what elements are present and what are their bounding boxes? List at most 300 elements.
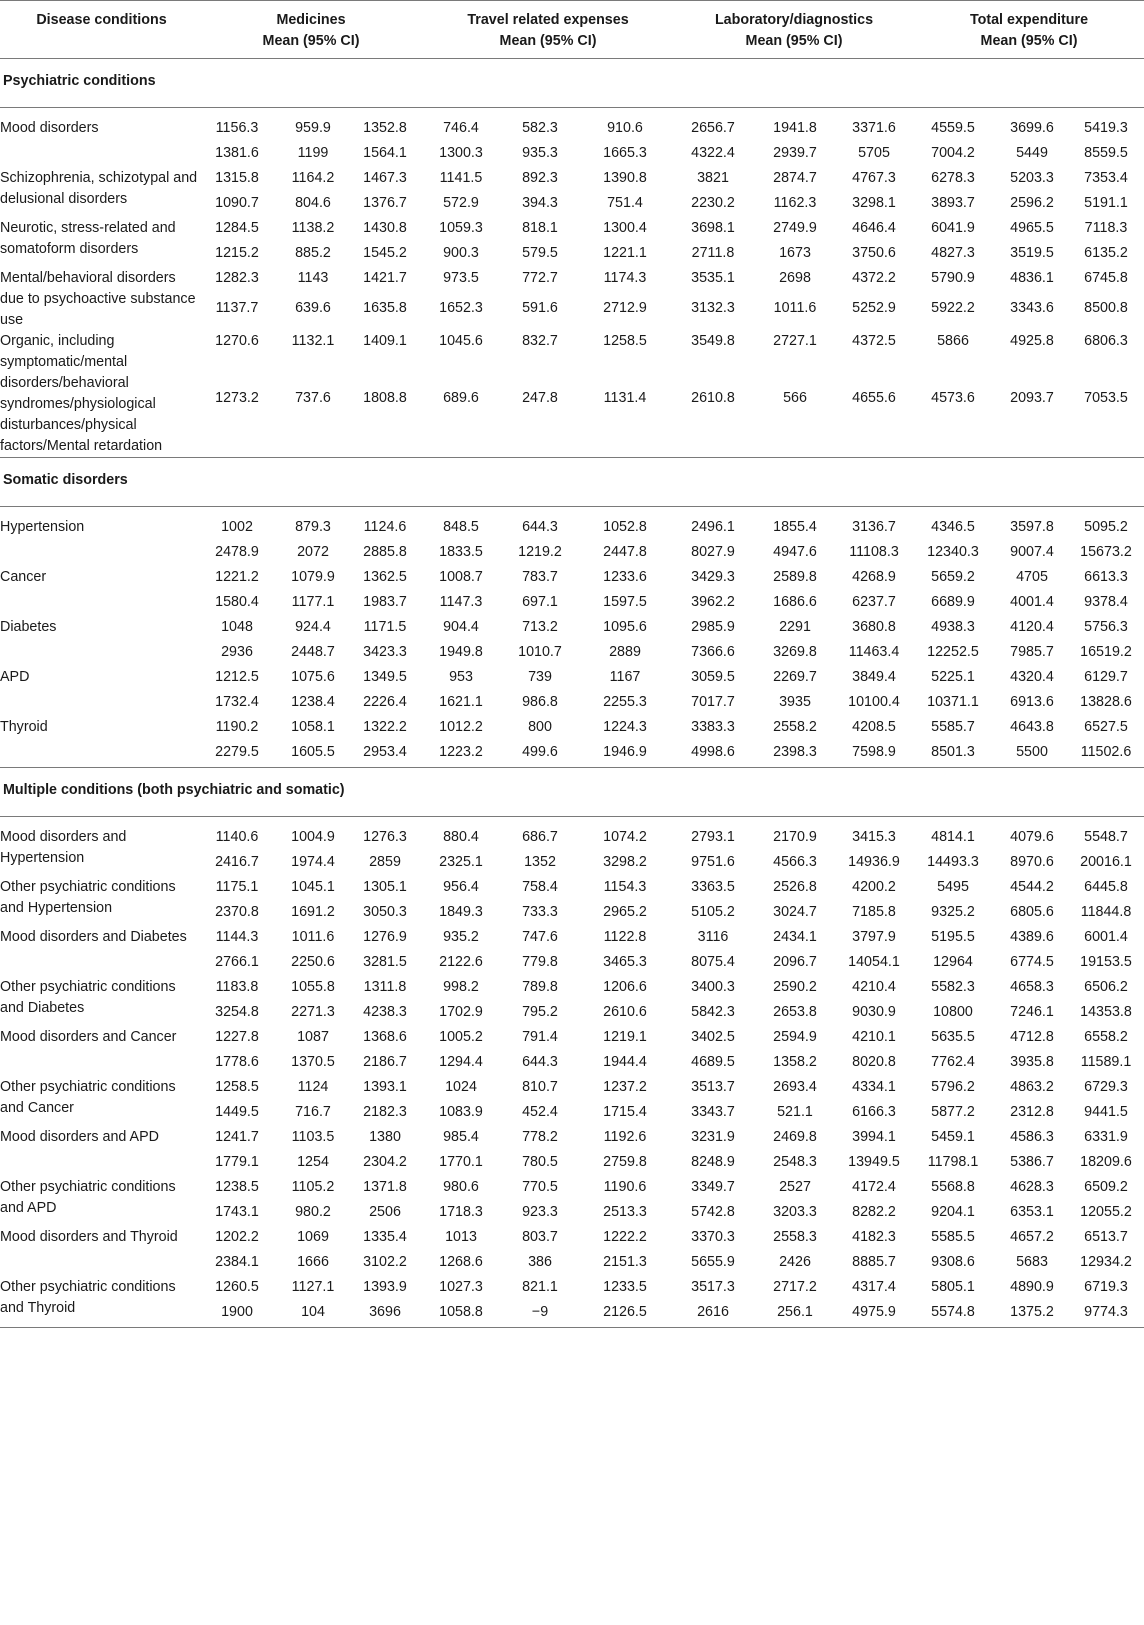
table-cell: 6913.6: [1010, 694, 1054, 710]
table-cell: 2122.6: [439, 954, 483, 970]
table-cell: 770.5: [522, 1179, 558, 1195]
table-cell: 4836.1: [1010, 270, 1054, 286]
table-cell: 8282.2: [852, 1204, 896, 1220]
section-header-row: [0, 768, 1144, 817]
table-cell: 2759.8: [603, 1154, 647, 1170]
table-cell: 2859: [369, 854, 401, 870]
table-cell: 1143: [297, 270, 329, 286]
table-cell: 1284.5: [215, 220, 259, 236]
table-cell: 1691.2: [291, 904, 335, 920]
table-cell: 3517.3: [691, 1279, 735, 1295]
table-row: [0, 1177, 1144, 1198]
table-row: [0, 118, 1144, 139]
table-cell: 3132.3: [691, 300, 735, 317]
table-row: [0, 1077, 1144, 1098]
table-cell: 1154.3: [603, 879, 647, 895]
table-cell: 2093.7: [1010, 389, 1054, 406]
table-row: [0, 1127, 1144, 1148]
header-disease-conditions: Disease conditions: [36, 12, 167, 28]
table-cell: 791.4: [522, 1029, 558, 1045]
table-cell: 935.3: [522, 145, 558, 161]
table-cell: 778.2: [522, 1129, 558, 1145]
table-cell: 2513.3: [603, 1204, 647, 1220]
condition-label: Mood disorders and Thyroid: [0, 1229, 178, 1245]
table-cell: 3893.7: [931, 195, 975, 211]
table-cell: 4890.9: [1010, 1279, 1054, 1295]
section-title: Psychiatric conditions: [0, 59, 1144, 108]
table-cell: 2610.8: [691, 389, 735, 406]
table-cell: 1260.5: [215, 1279, 259, 1295]
table-cell: 5922.2: [931, 300, 975, 317]
table-cell: 3994.1: [852, 1129, 896, 1145]
table-cell: 2874.7: [773, 170, 817, 186]
table-cell: 1352.8: [363, 120, 407, 136]
table-cell: 14353.8: [1080, 1004, 1132, 1020]
table-cell: 12252.5: [927, 644, 979, 660]
table-cell: 1833.5: [439, 544, 483, 560]
table-cell: 1449.5: [215, 1104, 259, 1120]
table-cell: 2186.7: [363, 1054, 407, 1070]
table-cell: 848.5: [443, 519, 479, 535]
table-cell: 4322.4: [691, 145, 735, 161]
table-cell: 1635.8: [363, 300, 407, 317]
table-row: [0, 1227, 1144, 1248]
table-cell: 16519.2: [1080, 644, 1132, 660]
table-cell: 2527: [779, 1179, 811, 1195]
table-cell: 6806.3: [1084, 333, 1128, 349]
table-cell: 1238.4: [291, 694, 335, 710]
table-cell: 6719.3: [1084, 1279, 1128, 1295]
table-cell: 9007.4: [1010, 544, 1054, 560]
table-cell: 1597.5: [603, 594, 647, 610]
table-cell: 2182.3: [363, 1104, 407, 1120]
table-cell: 6689.9: [931, 594, 975, 610]
table-cell: 1393.1: [363, 1079, 407, 1095]
table-row: [0, 1277, 1144, 1298]
header-medicines: Medicines: [276, 12, 346, 28]
table-cell: 2250.6: [291, 954, 335, 970]
table-cell: 1233.5: [603, 1279, 647, 1295]
table-cell: 3269.8: [773, 644, 817, 660]
table-cell: 15673.2: [1080, 544, 1132, 560]
table-cell: 2589.8: [773, 569, 817, 585]
table-cell: 1673: [779, 245, 811, 261]
table-row: [0, 268, 1144, 294]
table-cell: 5866: [937, 333, 969, 349]
table-cell: 4120.4: [1010, 619, 1054, 635]
table-cell: 1122.8: [603, 929, 647, 945]
table-cell: 4210.1: [852, 1029, 896, 1045]
table-cell: 1381.6: [215, 145, 259, 161]
table-cell: 3203.3: [773, 1204, 817, 1220]
table-cell: 1254: [297, 1154, 329, 1170]
table-cell: 980.2: [295, 1204, 331, 1220]
table-cell: 3423.3: [363, 644, 407, 660]
table-cell: 3024.7: [773, 904, 817, 920]
table-cell: 879.3: [295, 519, 331, 535]
table-cell: 7246.1: [1010, 1004, 1054, 1020]
table-cell: 3415.3: [852, 829, 896, 845]
table-cell: 6506.2: [1084, 979, 1128, 995]
table-cell: 1983.7: [363, 594, 407, 610]
table-cell: 1167: [609, 669, 641, 685]
table-cell: 8501.3: [931, 744, 975, 760]
table-cell: 5877.2: [931, 1104, 975, 1120]
table-cell: 1300.3: [439, 145, 483, 161]
table-row: [0, 977, 1144, 998]
table-cell: 6613.3: [1084, 569, 1128, 585]
table-cell: 644.3: [522, 1054, 558, 1070]
table-cell: 1192.6: [603, 1129, 647, 1145]
table-cell: 956.4: [443, 879, 479, 895]
table-cell: 3519.5: [1010, 245, 1054, 261]
table-cell: 2965.2: [603, 904, 647, 920]
table-row: [0, 1027, 1144, 1048]
table-cell: 1778.6: [215, 1054, 259, 1070]
table-cell: 1058.1: [291, 719, 335, 735]
table-cell: 2766.1: [215, 954, 259, 970]
table-cell: 2151.3: [603, 1254, 647, 1270]
section-header-row: [0, 59, 1144, 108]
table-cell: 1393.9: [363, 1279, 407, 1295]
condition-label: Mental/behavioral disorders due to psychoactive substance use: [0, 270, 196, 328]
table-cell: 6331.9: [1084, 1129, 1128, 1145]
table-cell: 566: [783, 389, 807, 406]
table-cell: 4079.6: [1010, 829, 1054, 845]
table-cell: 1282.3: [215, 270, 259, 286]
table-cell: 12964: [933, 954, 973, 970]
table-cell: 6513.7: [1084, 1229, 1128, 1245]
section-title: Multiple conditions (both psychiatric and somatic): [0, 768, 1144, 817]
table-row: [0, 567, 1144, 588]
table-cell: 3116: [697, 929, 729, 945]
table-cell: 892.3: [522, 170, 558, 186]
table-cell: 5582.3: [931, 979, 975, 995]
table-cell: 9204.1: [931, 1204, 975, 1220]
table-cell: 1011.6: [291, 929, 335, 945]
table-cell: 4712.8: [1010, 1029, 1054, 1045]
table-cell: 1004.9: [291, 829, 335, 845]
table-cell: 689.6: [443, 389, 479, 406]
table-cell: 1409.1: [363, 333, 407, 349]
table-cell: 11844.8: [1080, 904, 1132, 920]
table-cell: 1258.5: [603, 333, 647, 349]
table-cell: 1849.3: [439, 904, 483, 920]
table-cell: 9378.4: [1084, 594, 1128, 610]
table-cell: 2610.6: [603, 1004, 647, 1020]
table-cell: 772.7: [522, 270, 558, 286]
table-cell: 1949.8: [439, 644, 483, 660]
table-cell: 4317.4: [852, 1279, 896, 1295]
table-cell: 4334.1: [852, 1079, 896, 1095]
table-cell: 14493.3: [927, 854, 979, 870]
table-cell: 1779.1: [215, 1154, 259, 1170]
table-cell: 1580.4: [215, 594, 259, 610]
table-cell: 780.5: [522, 1154, 558, 1170]
table-cell: 14054.1: [848, 954, 900, 970]
table-cell: 4544.2: [1010, 879, 1054, 895]
table-cell: 1352: [524, 854, 556, 870]
table-cell: 818.1: [522, 220, 558, 236]
table-cell: 880.4: [443, 829, 479, 845]
condition-label: Mood disorders and Diabetes: [0, 929, 187, 945]
table-cell: 1273.2: [215, 389, 259, 406]
table-cell: 4925.8: [1010, 333, 1054, 349]
table-row: [0, 517, 1144, 538]
table-cell: 8500.8: [1084, 300, 1128, 317]
table-cell: 1005.2: [439, 1029, 483, 1045]
table-cell: 8075.4: [691, 954, 735, 970]
table-cell: 1219.1: [603, 1029, 647, 1045]
table-cell: 3050.3: [363, 904, 407, 920]
table-cell: 3797.9: [852, 929, 896, 945]
table-cell: 1808.8: [363, 389, 407, 406]
section-spacer: [0, 108, 1144, 119]
table-cell: 924.4: [295, 619, 331, 635]
table-cell: 3136.7: [852, 519, 896, 535]
table-cell: 7598.9: [852, 744, 896, 760]
table-cell: 904.4: [443, 619, 479, 635]
table-cell: 4210.4: [852, 979, 896, 995]
table-cell: 6129.7: [1084, 669, 1128, 685]
table-cell: 4938.3: [931, 619, 975, 635]
table-cell: 800: [528, 719, 552, 735]
table-cell: 2953.4: [363, 744, 407, 760]
table-cell: 2170.9: [773, 829, 817, 845]
table-cell: 1141.5: [439, 170, 483, 186]
table-cell: 1012.2: [439, 719, 483, 735]
section-title: Somatic disorders: [0, 458, 1144, 507]
table-cell: 2096.7: [773, 954, 817, 970]
table-cell: 1190.2: [215, 719, 259, 735]
table-cell: 4767.3: [852, 170, 896, 186]
table-cell: 2370.8: [215, 904, 259, 920]
table-cell: 4172.4: [852, 1179, 896, 1195]
table-cell: 5635.5: [931, 1029, 975, 1045]
table-cell: 1941.8: [773, 120, 817, 136]
table-cell: 8885.7: [852, 1254, 896, 1270]
table-cell: 3935.8: [1010, 1054, 1054, 1070]
table-cell: 4657.2: [1010, 1229, 1054, 1245]
table-cell: 795.2: [522, 1004, 558, 1020]
table-cell: 953: [449, 669, 473, 685]
table-cell: 1171.5: [363, 619, 407, 635]
table-cell: 1074.2: [603, 829, 647, 845]
table-cell: 4705: [1016, 569, 1048, 585]
table-cell: 1376.7: [363, 195, 407, 211]
table-cell: 4372.2: [852, 270, 896, 286]
table-cell: 1105.2: [291, 1179, 335, 1195]
table-cell: 3371.6: [852, 120, 896, 136]
table-cell: 1124: [297, 1079, 329, 1095]
table-cell: 2698: [779, 270, 811, 286]
table-cell: 3597.8: [1010, 519, 1054, 535]
table-cell: 13828.6: [1080, 694, 1132, 710]
table-cell: 1215.2: [215, 245, 259, 261]
table-cell: 3750.6: [852, 245, 896, 261]
table-cell: 5568.8: [931, 1179, 975, 1195]
table-cell: 4238.3: [363, 1004, 407, 1020]
table-cell: 4646.4: [852, 220, 896, 236]
table-cell: 5548.7: [1084, 829, 1128, 845]
table-cell: 4566.3: [773, 854, 817, 870]
table-cell: 2653.8: [773, 1004, 817, 1020]
table-cell: 2496.1: [691, 519, 735, 535]
table-cell: 1855.4: [773, 519, 817, 535]
table-cell: 2434.1: [773, 929, 817, 945]
table-cell: 3696: [348, 1298, 422, 1328]
table-cell: 5790.9: [931, 270, 975, 286]
table-cell: 11589.1: [1080, 1054, 1132, 1070]
table-cell: 3298.1: [852, 195, 896, 211]
table-cell: 3231.9: [691, 1129, 735, 1145]
table-cell: 9441.5: [1084, 1104, 1128, 1120]
header-medicines-sub: Mean (95% CI): [200, 31, 422, 59]
table-cell: 1140.6: [215, 829, 259, 845]
table-cell: 2072: [297, 544, 329, 560]
table-cell: 8027.9: [691, 544, 735, 560]
table-cell: 12934.2: [1080, 1254, 1132, 1270]
table-cell: 3699.6: [1010, 120, 1054, 136]
table-cell: 1075.6: [291, 669, 335, 685]
table-cell: 5095.2: [1084, 519, 1128, 535]
table-cell: 686.7: [522, 829, 558, 845]
condition-label: Other psychiatric conditions and Diabetes: [0, 979, 176, 1016]
table-cell: 1270.6: [215, 333, 259, 349]
table-cell: 2226.4: [363, 694, 407, 710]
table-cell: 4320.4: [1010, 669, 1054, 685]
table-cell: 973.5: [443, 270, 479, 286]
table-cell: 900.3: [443, 245, 479, 261]
condition-label: Hypertension: [0, 519, 85, 535]
table-cell: 1944.4: [603, 1054, 647, 1070]
table-cell: 2885.8: [363, 544, 407, 560]
table-cell: 1156.3: [215, 120, 259, 136]
table-cell: 12340.3: [927, 544, 979, 560]
table-cell: 2656.7: [691, 120, 735, 136]
table-cell: 2478.9: [215, 544, 259, 560]
table-cell: 1045.6: [439, 333, 483, 349]
table-cell: 9325.2: [931, 904, 975, 920]
table-cell: 1276.9: [363, 929, 407, 945]
table-cell: 910.6: [607, 120, 643, 136]
table-cell: 11108.3: [849, 544, 899, 560]
table-cell: 1069: [297, 1229, 329, 1245]
table-cell: 4965.5: [1010, 220, 1054, 236]
condition-label: Cancer: [0, 569, 47, 585]
table-cell: 1974.4: [291, 854, 335, 870]
table-cell: 821.1: [522, 1279, 558, 1295]
table-cell: 2304.2: [363, 1154, 407, 1170]
table-cell: 1190.6: [603, 1179, 647, 1195]
table-cell: 3402.5: [691, 1029, 735, 1045]
table-cell: 5756.3: [1084, 619, 1128, 635]
table-cell: 639.6: [295, 300, 331, 317]
table-cell: 2269.7: [773, 669, 817, 685]
table-cell: 591.6: [522, 300, 558, 317]
table-cell: 394.3: [522, 195, 558, 211]
table-cell: 8559.5: [1084, 145, 1128, 161]
section-header-row: [0, 458, 1144, 507]
table-cell: 7353.4: [1084, 170, 1128, 186]
condition-label: Mood disorders and APD: [0, 1129, 159, 1145]
table-cell: 2279.5: [215, 744, 259, 760]
table-cell: 2255.3: [603, 694, 647, 710]
table-cell: 2558.3: [773, 1229, 817, 1245]
table-cell: 985.4: [443, 1129, 479, 1145]
table-cell: 2230.2: [691, 195, 735, 211]
section-spacer: [0, 507, 1144, 518]
table-cell: 3465.3: [603, 954, 647, 970]
table-cell: 1375.2: [996, 1298, 1068, 1328]
table-cell: 1666: [297, 1254, 329, 1270]
condition-label: APD: [0, 669, 30, 685]
table-cell: 1052.8: [603, 519, 647, 535]
table-cell: 4200.2: [852, 879, 896, 895]
table-cell: 1335.4: [363, 1229, 407, 1245]
table-cell: 7053.5: [1084, 389, 1128, 406]
table-cell: 1132.1: [291, 333, 335, 349]
table-cell: 3059.5: [691, 669, 735, 685]
table-cell: 783.7: [522, 569, 558, 585]
table-cell: 1083.9: [439, 1104, 483, 1120]
table-cell: 3349.7: [691, 1179, 735, 1195]
table-cell: 1900: [200, 1298, 278, 1328]
table-cell: 9030.9: [852, 1004, 896, 1020]
table-cell: 6558.2: [1084, 1029, 1128, 1045]
table-cell: 1430.8: [363, 220, 407, 236]
table-cell: 572.9: [443, 195, 479, 211]
table-cell: 2312.8: [1010, 1104, 1054, 1120]
table-cell: 644.3: [522, 519, 558, 535]
table-cell: 1024: [445, 1079, 477, 1095]
table-cell: 3429.3: [691, 569, 735, 585]
table-cell: 1349.5: [363, 669, 407, 685]
table-cell: 247.8: [522, 389, 558, 406]
header-travel-expenses: Travel related expenses: [467, 12, 629, 28]
table-cell: 4001.4: [1010, 594, 1054, 610]
table-cell: 1131.4: [603, 389, 647, 406]
table-cell: 18209.6: [1080, 1154, 1132, 1170]
table-cell: 3821: [697, 170, 729, 186]
table-cell: 5105.2: [691, 904, 735, 920]
table-cell: 3343.7: [691, 1104, 735, 1120]
table-cell: 1362.5: [363, 569, 407, 585]
table-cell: 1652.3: [439, 300, 483, 317]
table-cell: 4182.3: [852, 1229, 896, 1245]
table-cell: 1224.3: [603, 719, 647, 735]
table-cell: 4559.5: [931, 120, 975, 136]
table-cell: 3535.1: [691, 270, 735, 286]
table-cell: 1138.2: [291, 220, 335, 236]
table-cell: 256.1: [756, 1298, 834, 1328]
table-cell: 1055.8: [291, 979, 335, 995]
table-cell: 1223.2: [439, 744, 483, 760]
table-cell: 1219.2: [518, 544, 562, 560]
table-cell: 1380: [369, 1129, 401, 1145]
table-cell: 1079.9: [291, 569, 335, 585]
table-cell: 7185.8: [852, 904, 896, 920]
table-cell: 579.5: [522, 245, 558, 261]
header-total-expenditure: Total expenditure: [969, 12, 1089, 28]
table-cell: 935.2: [443, 929, 479, 945]
table-cell: 779.8: [522, 954, 558, 970]
table-cell: 885.2: [295, 245, 331, 261]
table-cell: 1946.9: [603, 744, 647, 760]
condition-label: Other psychiatric conditions and Hypertension: [0, 879, 176, 916]
table-cell: 1702.9: [439, 1004, 483, 1020]
table-cell: 2596.2: [1010, 195, 1054, 211]
